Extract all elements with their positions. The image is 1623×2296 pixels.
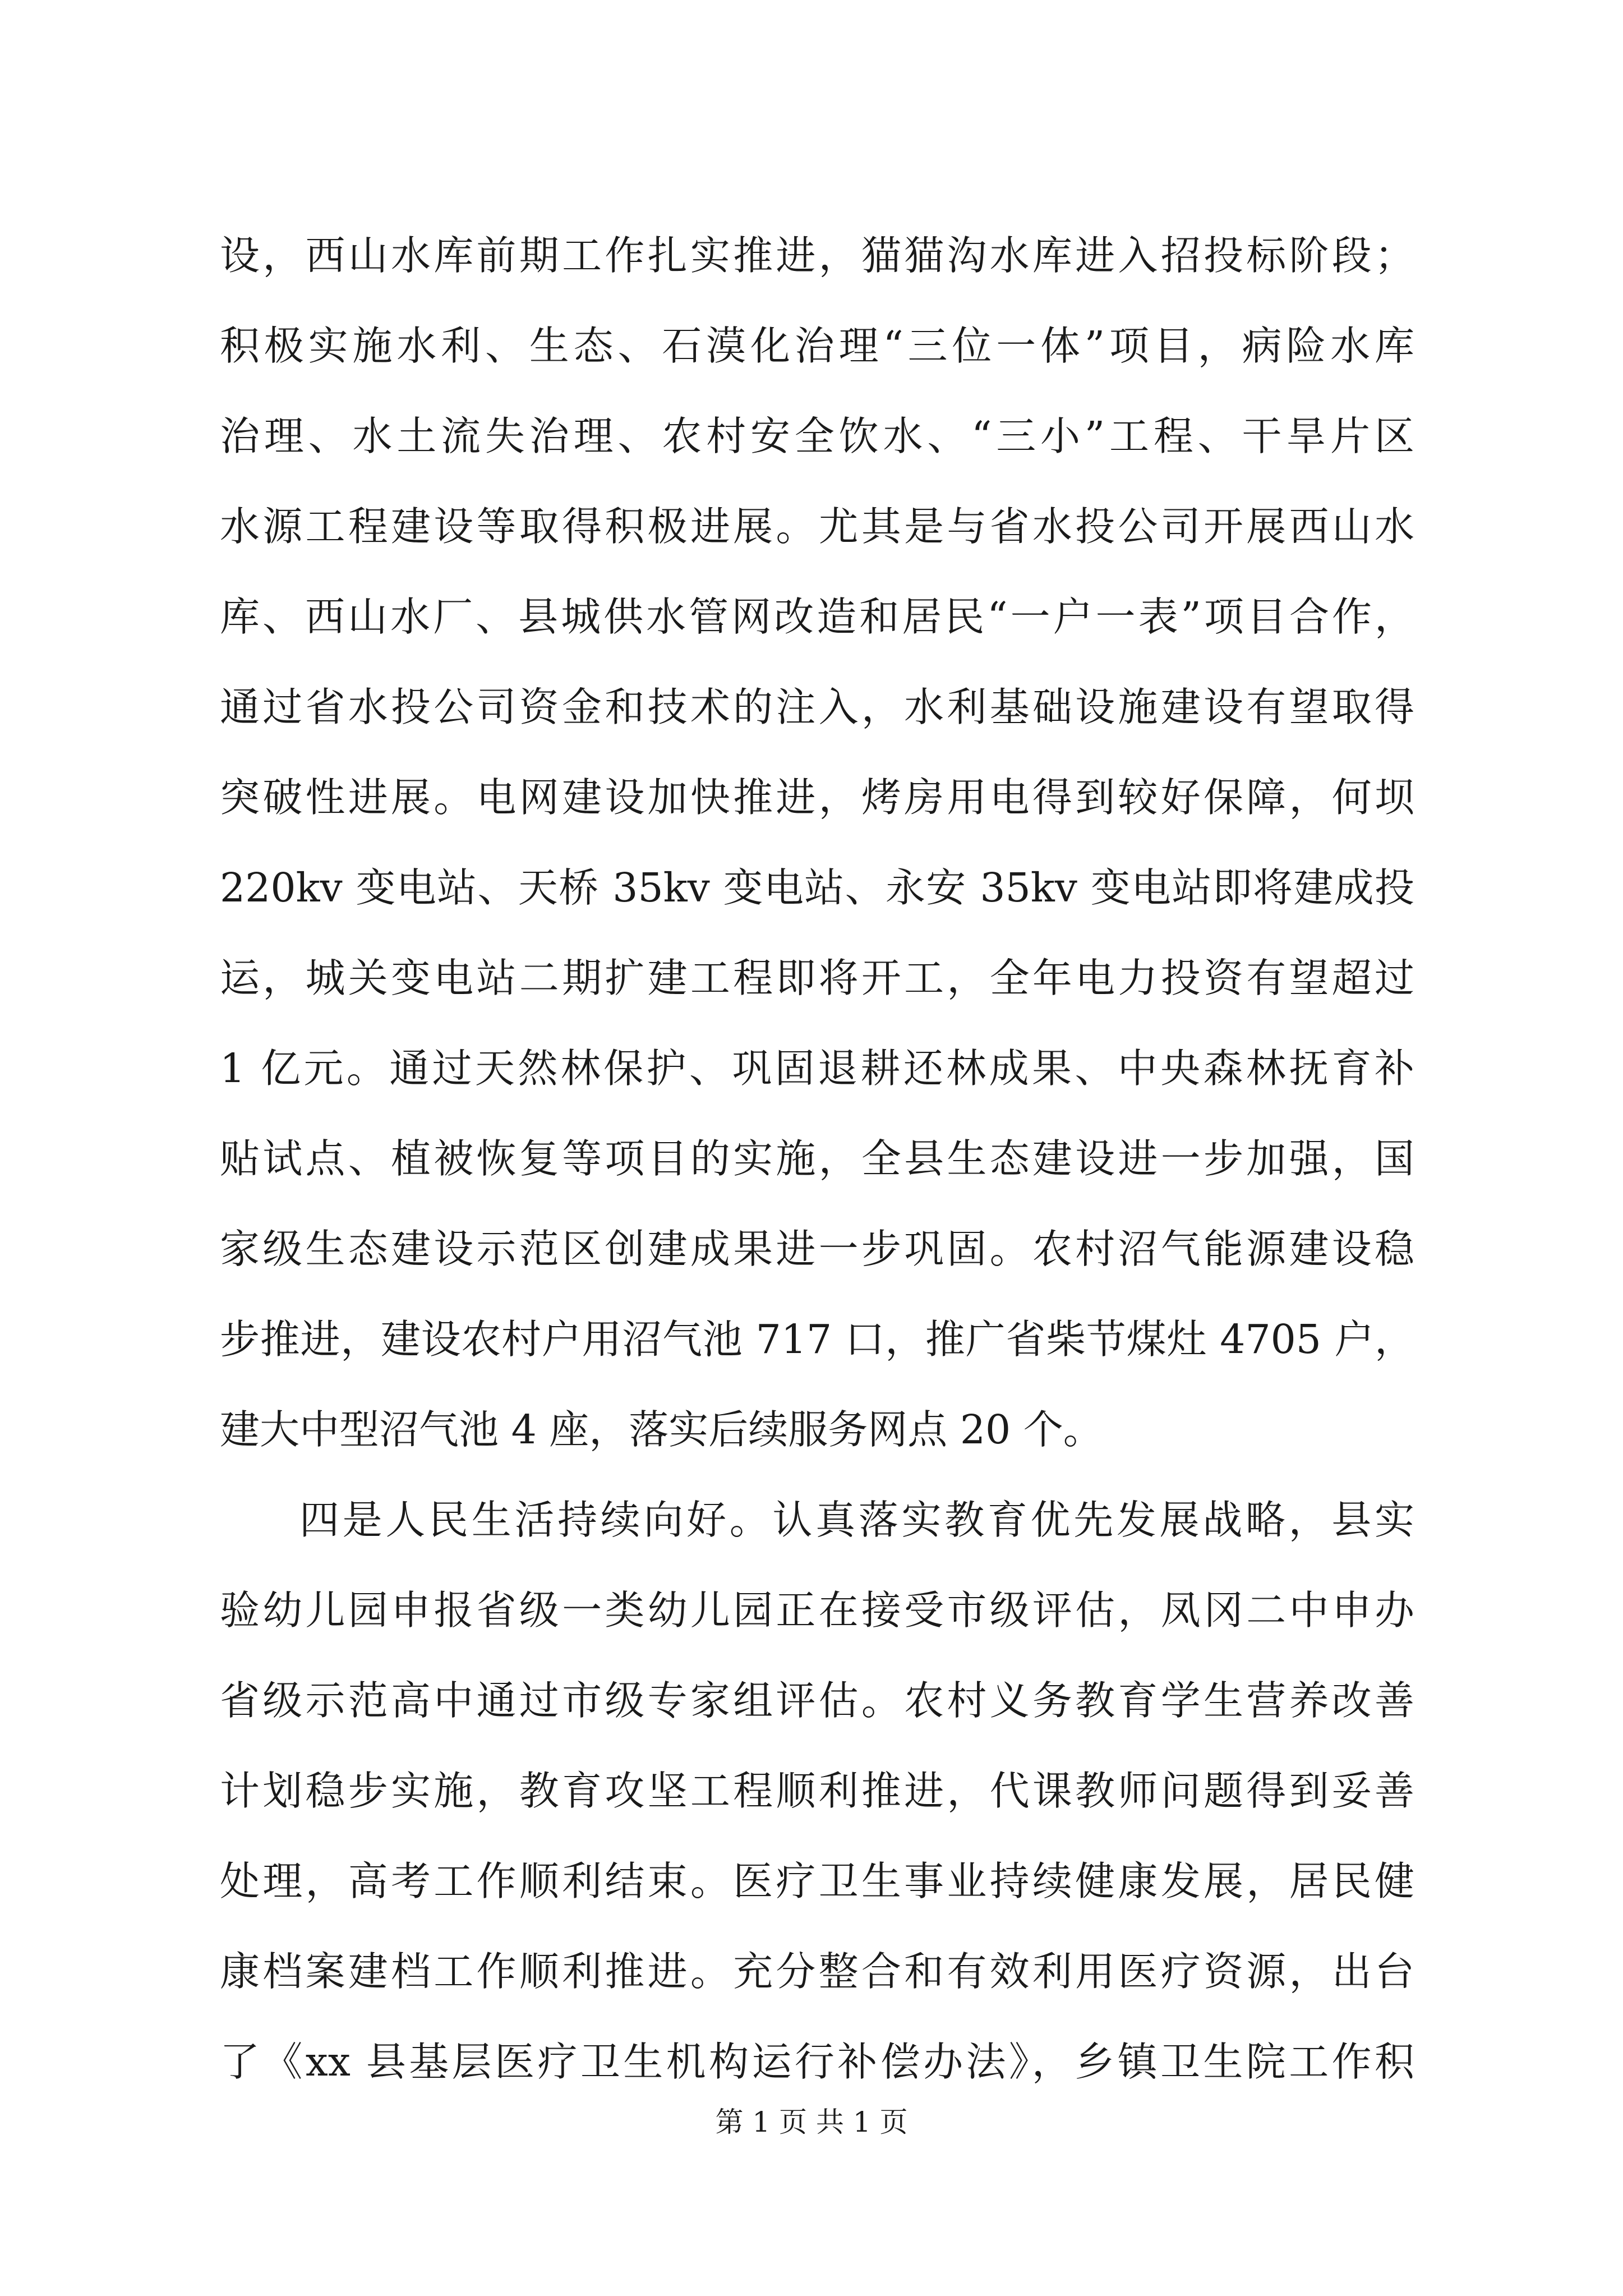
text-line: 了《xx 县基层医疗卫生机构运行补偿办法》，乡镇卫生院工作积 [220, 2039, 1414, 2085]
text-line: 家级生态建设示范区创建成果进一步巩固。农村沼气能源建设稳 [220, 1226, 1414, 1272]
document-body [220, 210, 1414, 2107]
text-line: 运，城关变电站二期扩建工程即将开工，全年电力投资有望超过 [220, 955, 1414, 1001]
text-line: 设，西山水库前期工作扎实推进，猫猫沟水库进入招投标阶段； [220, 232, 1414, 279]
text-line: 计划稳步实施，教育攻坚工程顺利推进，代课教师问题得到妥善 [220, 1768, 1414, 1814]
text-line: 建大中型沼气池 4 座，落实后续服务网点 20 个。 [220, 1406, 1103, 1453]
text-line: 库、西山水厂、县城供水管网改造和居民“一户一表”项目合作， [220, 593, 1414, 640]
text-line: 积极实施水利、生态、石漠化治理“三位一体”项目，病险水库 [220, 323, 1414, 369]
text-line: 突破性进展。电网建设加快推进，烤房用电得到较好保障，何坝 [220, 774, 1414, 821]
text-line: 步推进，建设农村户用沼气池 717 口，推广省柴节煤灶 4705 户， [220, 1316, 1414, 1363]
text-line: 通过省水投公司资金和技术的注入，水利基础设施建设有望取得 [220, 684, 1414, 730]
page-footer: 第 1 页 共 1 页 [715, 2106, 908, 2138]
text-line: 省级示范高中通过市级专家组评估。农村义务教育学生营养改善 [220, 1677, 1414, 1724]
text-line: 220kv 变电站、天桥 35kv 变电站、永安 35kv 变电站即将建成投 [220, 864, 1414, 911]
text-line: 处理，高考工作顺利结束。医疗卫生事业持续健康发展，居民健 [220, 1858, 1414, 1904]
text-line: 治理、水土流失治理、农村安全饮水、“三小”工程、干旱片区 [220, 413, 1414, 459]
text-line: 水源工程建设等取得积极进展。尤其是与省水投公司开展西山水 [220, 503, 1414, 550]
text-line: 贴试点、植被恢复等项目的实施，全县生态建设进一步加强，国 [220, 1135, 1414, 1182]
text-line: 1 亿元。通过天然林保护、巩固退耕还林成果、中央森林抚育补 [220, 1045, 1414, 1092]
paragraph-first-line: 四是人民生活持续向好。认真落实教育优先发展战略，县实 [299, 1497, 1414, 1543]
text-line: 康档案建档工作顺利推进。充分整合和有效利用医疗资源，出台 [220, 1948, 1414, 1995]
text-line: 验幼儿园申报省级一类幼儿园正在接受市级评估，凤冈二中申办 [220, 1587, 1414, 1634]
